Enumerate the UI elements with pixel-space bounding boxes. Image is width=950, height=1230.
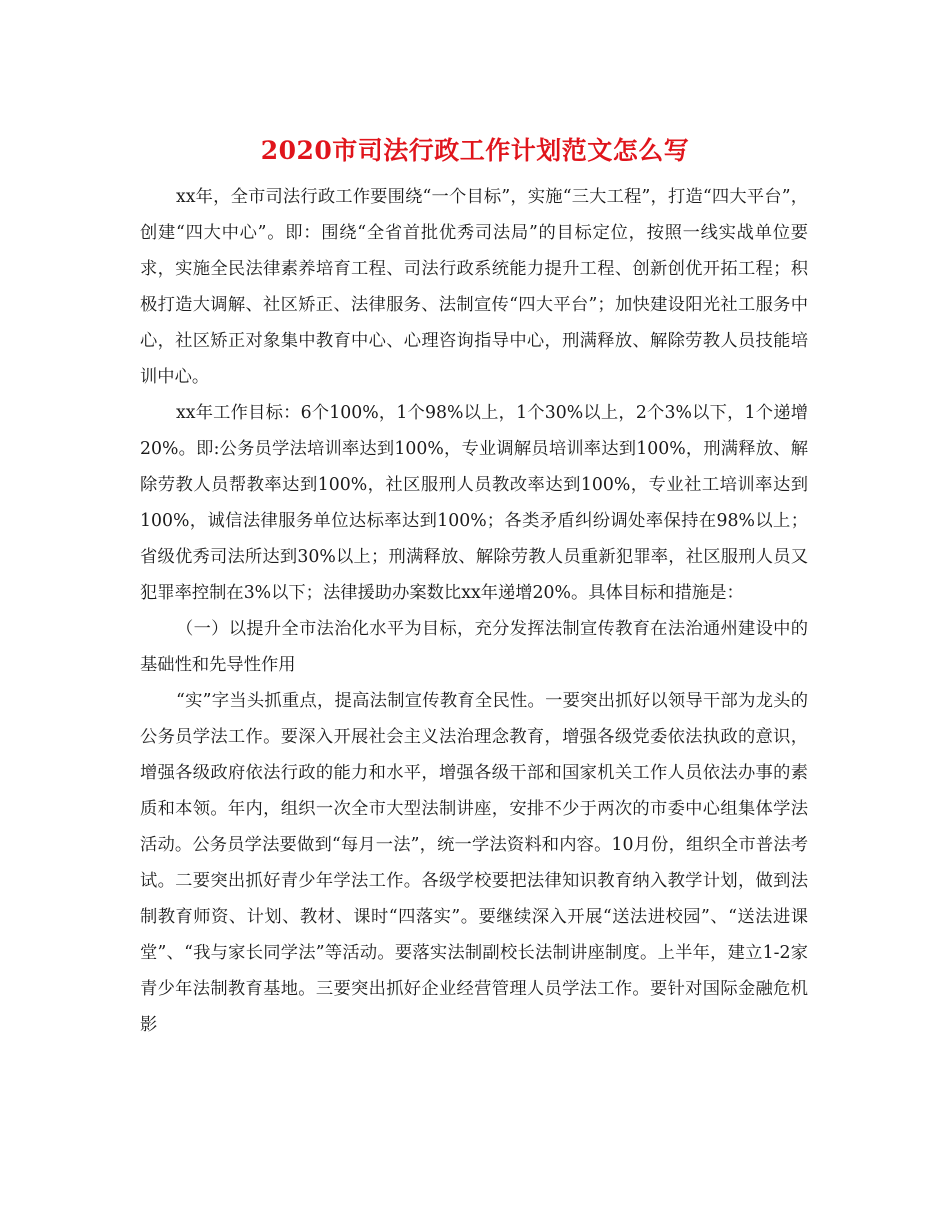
paragraph-measures: “实”字当头抓重点，提高法制宣传教育全民性。一要突出抓好以领导干部为龙头的公务员学法工作。要深入开展社会主义法治理念教育，增强各级党委依法执政的意识，增强各级政府依法行政的能力和水平，增强各级干部和国家机关工作人员依法办事的素质和本领。年内，组织一次全市大型法制讲座，安排不少于两次的市委中心组集体学法活动。公务员学法要做到“每月一法”，统一学法资料和内容。10月份，组织全市普法考试。二要突出抓好青少年学法工作。各级学校要把法律知识教育纳入教学计划，做到法制教育师资、计划、教材、课时“四落实”。要继续深入开展“送法进校园”、“送法进课堂”、“我与家长同学法”等活动。要落实法制副校长法制讲座制度。上半年，建立1-2家青少年法制教育基地。三要突出抓好企业经营管理人员学法工作。要针对国际金融危机影 bbox=[140, 691, 808, 1035]
paragraph-overview: xx年，全市司法行政工作要围绕“一个目标”，实施“三大工程”，打造“四大平台”，创建“四大中心”。即：围绕“全省首批优秀司法局”的目标定位，按照一线实战单位要求，实施全民法律素养培育工程、司法行政系统能力提升工程、创新创优开拓工程；积极打造大调解、社区矫正、法律服务、法制宣传“四大平台”；加快建设阳光社工服务中心，社区矫正对象集中教育中心、心理咨询指导中心，刑满释放、解除劳教人员技能培训中心。 bbox=[140, 187, 808, 387]
document-body bbox=[140, 179, 808, 1043]
paragraph-goals: xx年工作目标：6个100%，1个98%以上，1个30%以上，2个3%以下，1个递增20%。即:公务员学法培训率达到100%，专业调解员培训率达到100%，刑满释放、解除劳教人员帮教率达到100%，社区服刑人员教改率达到100%，专业社工培训率达到100%，诚信法律服务单位达标率达到100%；各类矛盾纠纷调处率保持在98%以上；省级优秀司法所达到30%以上；刑满释放、解除劳教人员重新犯罪率，社区服刑人员又犯罪率控制在3%以下；法律援助办案数比xx年递增20%。具体目标和措施是： bbox=[140, 403, 808, 603]
document-title: 2020市司法行政工作计划范文怎么写 bbox=[260, 136, 690, 165]
section-heading-1: （一）以提升全市法治化水平为目标，充分发挥法制宣传教育在法治通州建设中的基础性和先导性作用 bbox=[140, 619, 808, 675]
